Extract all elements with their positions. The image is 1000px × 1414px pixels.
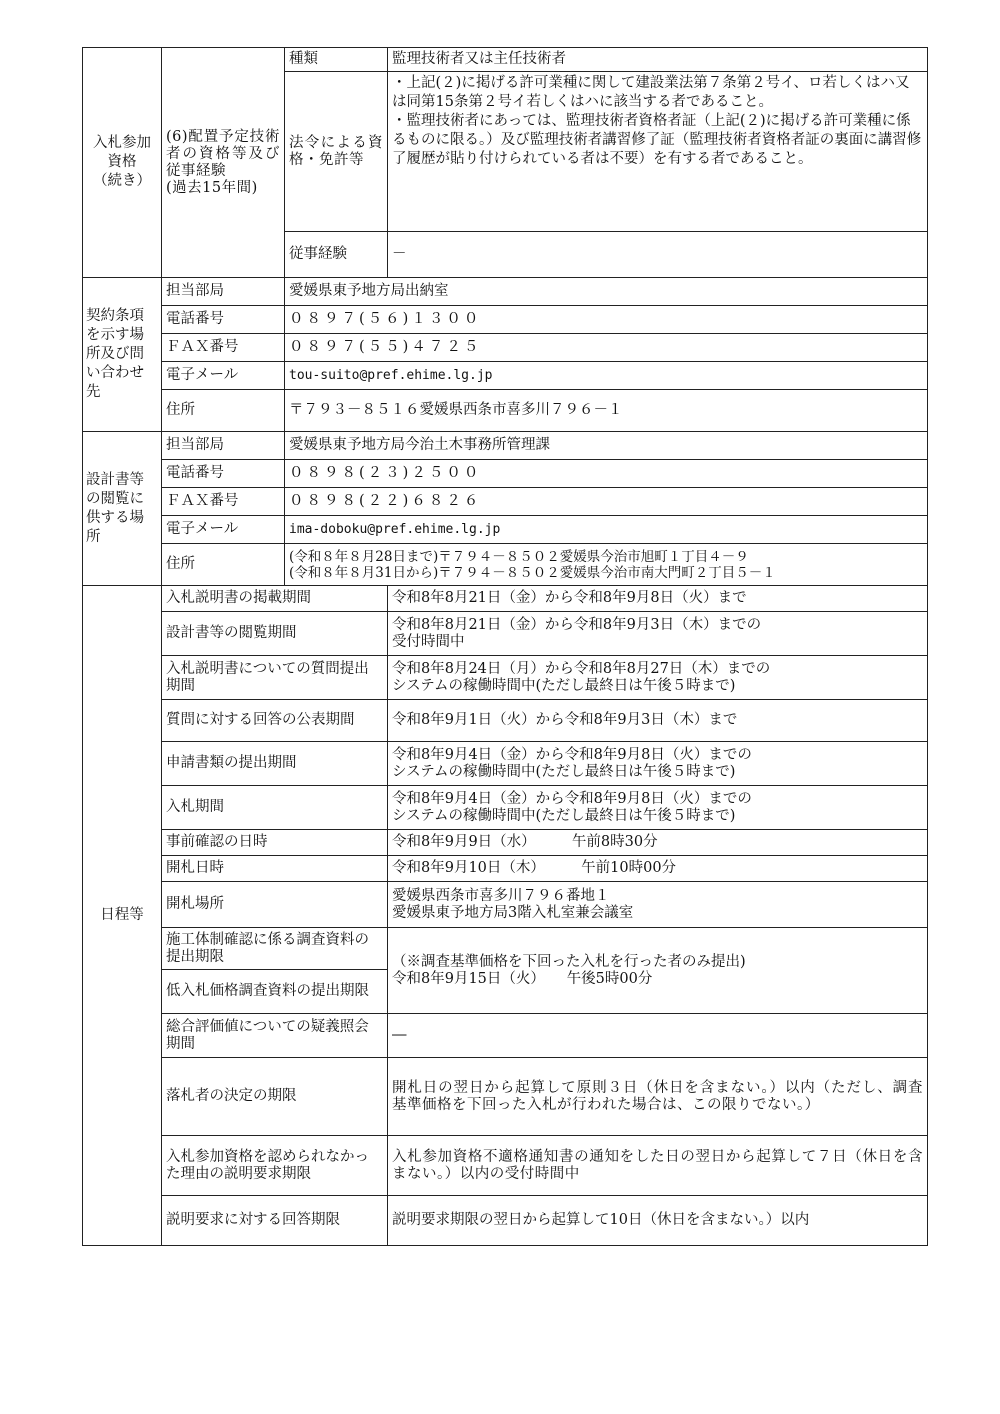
schedule-label: 総合評価値についての疑義照会期間	[162, 1014, 388, 1058]
subsection-engineer-qualification: (6)配置予定技術者の資格等及び従事経験 (過去15年間)	[162, 48, 285, 278]
schedule-label: 開札場所	[162, 882, 388, 928]
value-type: 監理技術者又は主任技術者	[388, 48, 928, 72]
schedule-label: 申請書類の提出期間	[162, 742, 388, 786]
label-phone: 電話番号	[162, 460, 285, 488]
schedule-label: 入札説明書についての質問提出期間	[162, 656, 388, 700]
schedule-value: 入札参加資格不適格通知書の通知をした日の翌日から起算して７日（休日を含まない。）以内の受付時間中	[388, 1136, 928, 1196]
schedule-value: 説明要求期限の翌日から起算して10日（休日を含まない。）以内	[388, 1196, 928, 1246]
label-type: 種類	[285, 48, 388, 72]
schedule-value: 令和8年9月4日（金）から令和8年9月8日（火）までの システムの稼働時間中(ただし最終日は午後５時まで)	[388, 786, 928, 830]
section-design-docs: 設計書等の閲覧に供する場所	[83, 432, 162, 586]
schedule-label: 低入札価格調査資料の提出期限	[162, 970, 388, 1014]
label-phone: 電話番号	[162, 306, 285, 334]
value-phone: ０８９７(５６)１３００	[285, 306, 928, 334]
label-department: 担当部局	[162, 278, 285, 306]
schedule-value: 令和8年8月21日（金）から令和8年9月3日（木）までの 受付時間中	[388, 612, 928, 656]
value-phone: ０８９８(２３)２５００	[285, 460, 928, 488]
bid-notice-table	[82, 47, 928, 1246]
label-experience: 従事経験	[285, 232, 388, 278]
label-license: 法令による資格・免許等	[285, 72, 388, 232]
schedule-value: 令和8年8月24日（月）から令和8年8月27日（木）までの システムの稼働時間中(ただし最終日は午後５時まで)	[388, 656, 928, 700]
value-department: 愛媛県東予地方局今治土木事務所管理課	[285, 432, 928, 460]
schedule-label: 説明要求に対する回答期限	[162, 1196, 388, 1246]
schedule-value: 開札日の翌日から起算して原則３日（休日を含まない。）以内（ただし、調査基準価格を下回った入札が行われた場合は、この限りでない。）	[388, 1058, 928, 1136]
label-email: 電子メール	[162, 516, 285, 544]
schedule-label: 事前確認の日時	[162, 830, 388, 856]
schedule-label: 入札参加資格を認められなかった理由の説明要求期限	[162, 1136, 388, 1196]
schedule-value: 令和8年9月10日（木） 午前10時00分	[388, 856, 928, 882]
value-email: tou-suito@pref.ehime.lg.jp	[285, 362, 928, 390]
schedule-label: 入札説明書の掲載期間	[162, 586, 388, 612]
schedule-label: 入札期間	[162, 786, 388, 830]
schedule-value: 令和8年8月21日（金）から令和8年9月8日（火）まで	[388, 586, 928, 612]
schedule-label: 落札者の決定の期限	[162, 1058, 388, 1136]
value-license: ・上記(２)に掲げる許可業種に関して建設業法第７条第２号イ、ロ若しくはハ又は同第15条第２号イ若しくはハに該当する者であること。 ・監理技術者にあっては、監理技術者資格者証（上記(２)に掲げる許可業種に係るものに限る。）及び監理技術者講習修了証（監理技術者資格者証の裏面に講習修了履歴が貼り付けられている者は不要）を有する者であること。	[388, 72, 928, 232]
label-fax: ＦＡＸ番号	[162, 334, 285, 362]
label-email: 電子メール	[162, 362, 285, 390]
value-address: (令和８年８月28日まで)〒７９４－８５０２愛媛県今治市旭町１丁目４－９ (令和８年８月31日から)〒７９４－８５０２愛媛県今治市南大門町２丁目５－１	[285, 544, 928, 586]
section-contract-contact: 契約条項を示す場所及び問い合わせ先	[83, 278, 162, 432]
label-address: 住所	[162, 544, 285, 586]
schedule-value: ―	[388, 1014, 928, 1058]
schedule-value: 令和8年9月4日（金）から令和8年9月8日（火）までの システムの稼働時間中(ただし最終日は午後５時まで)	[388, 742, 928, 786]
schedule-label: 質問に対する回答の公表期間	[162, 700, 388, 742]
value-department: 愛媛県東予地方局出納室	[285, 278, 928, 306]
value-fax: ０８９７(５５)４７２５	[285, 334, 928, 362]
schedule-label: 施工体制確認に係る調査資料の提出期限	[162, 928, 388, 970]
label-fax: ＦＡＸ番号	[162, 488, 285, 516]
section-schedule: 日程等	[83, 586, 162, 1246]
section-qualification: 入札参加 資格 （続き）	[83, 48, 162, 278]
label-department: 担当部局	[162, 432, 285, 460]
schedule-value: （※調査基準価格を下回った入札を行った者のみ提出) 令和8年9月15日（火） 午後5時00分	[388, 928, 928, 1014]
schedule-label: 設計書等の閲覧期間	[162, 612, 388, 656]
label-address: 住所	[162, 390, 285, 432]
schedule-label: 開札日時	[162, 856, 388, 882]
value-fax: ０８９８(２２)６８２６	[285, 488, 928, 516]
value-address: 〒７９３－８５１６愛媛県西条市喜多川７９６－１	[285, 390, 928, 432]
value-email: ima-doboku@pref.ehime.lg.jp	[285, 516, 928, 544]
schedule-value: 令和8年9月1日（火）から令和8年9月3日（木）まで	[388, 700, 928, 742]
schedule-value: 令和8年9月9日（水） 午前8時30分	[388, 830, 928, 856]
value-experience: －	[388, 232, 928, 278]
schedule-value: 愛媛県西条市喜多川７９６番地１ 愛媛県東予地方局3階入札室兼会議室	[388, 882, 928, 928]
